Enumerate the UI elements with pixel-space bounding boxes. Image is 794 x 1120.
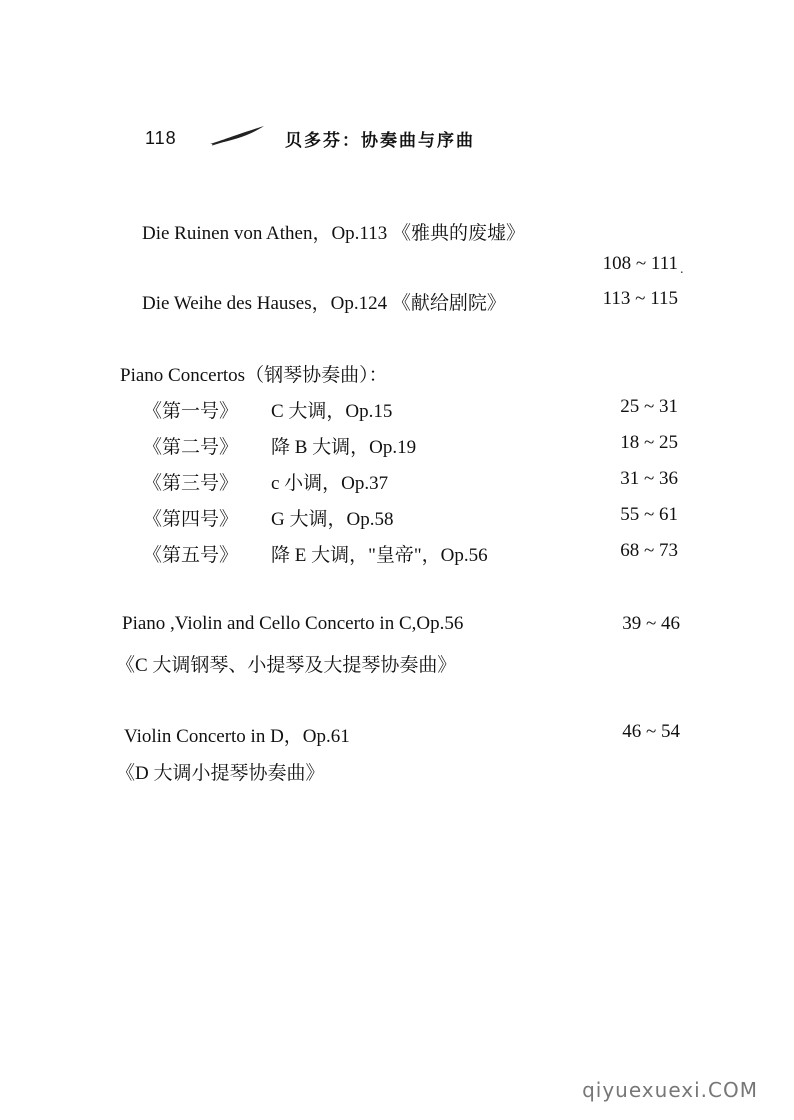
concerto-pages: 31 ~ 36 — [620, 468, 678, 489]
concerto-key: C 大调，Op.15 — [271, 401, 393, 422]
violin-concerto-title: Violin Concerto in D，Op.61 — [124, 726, 350, 747]
quill-pen-icon — [208, 124, 266, 146]
overture-ruinen-title: Die Ruinen von Athen，Op.113 《雅典的废墟》 — [142, 223, 525, 244]
watermark: qiyuexuexi.COM — [582, 1078, 758, 1102]
violin-concerto-pages: 46 ~ 54 — [622, 721, 680, 742]
piano-concertos-heading: Piano Concertos（钢琴协奏曲）： — [120, 365, 388, 386]
concerto-pages: 18 ~ 25 — [620, 432, 678, 453]
concerto-number: 《第五号》 — [143, 545, 239, 566]
concerto-key: 降 E 大调，"皇帝"，Op.56 — [271, 545, 488, 566]
overture-weihe-pages: 113 ~ 115 — [602, 288, 678, 309]
concerto-number: 《第二号》 — [143, 437, 239, 458]
overture-weihe-title: Die Weihe des Hauses，Op.124 《献给剧院》 — [142, 293, 506, 314]
triple-concerto-chinese-title: 《C 大调钢琴、小提琴及大提琴协奏曲》 — [116, 655, 457, 676]
triple-concerto-title: Piano ,Violin and Cello Concerto in C,Op.56 — [122, 613, 464, 634]
concerto-key: c 小调，Op.37 — [271, 473, 389, 494]
page-header-title: 贝多芬：协奏曲与序曲 — [285, 131, 475, 151]
concerto-key: 降 B 大调，Op.19 — [271, 437, 417, 458]
violin-concerto-chinese-title: 《D 大调小提琴协奏曲》 — [116, 763, 325, 784]
concerto-number: 《第一号》 — [143, 401, 239, 422]
concerto-number: 《第三号》 — [143, 473, 239, 494]
page-number: 118 — [145, 128, 177, 148]
overture-ruinen-pages: 108 ~ 111 — [602, 253, 678, 274]
concerto-key: G 大调，Op.58 — [271, 509, 394, 530]
stray-mark: . — [680, 262, 684, 277]
concerto-number: 《第四号》 — [143, 509, 239, 530]
concerto-pages: 55 ~ 61 — [620, 504, 678, 525]
concerto-pages: 68 ~ 73 — [620, 540, 678, 561]
triple-concerto-pages: 39 ~ 46 — [622, 613, 680, 634]
concerto-pages: 25 ~ 31 — [620, 396, 678, 417]
